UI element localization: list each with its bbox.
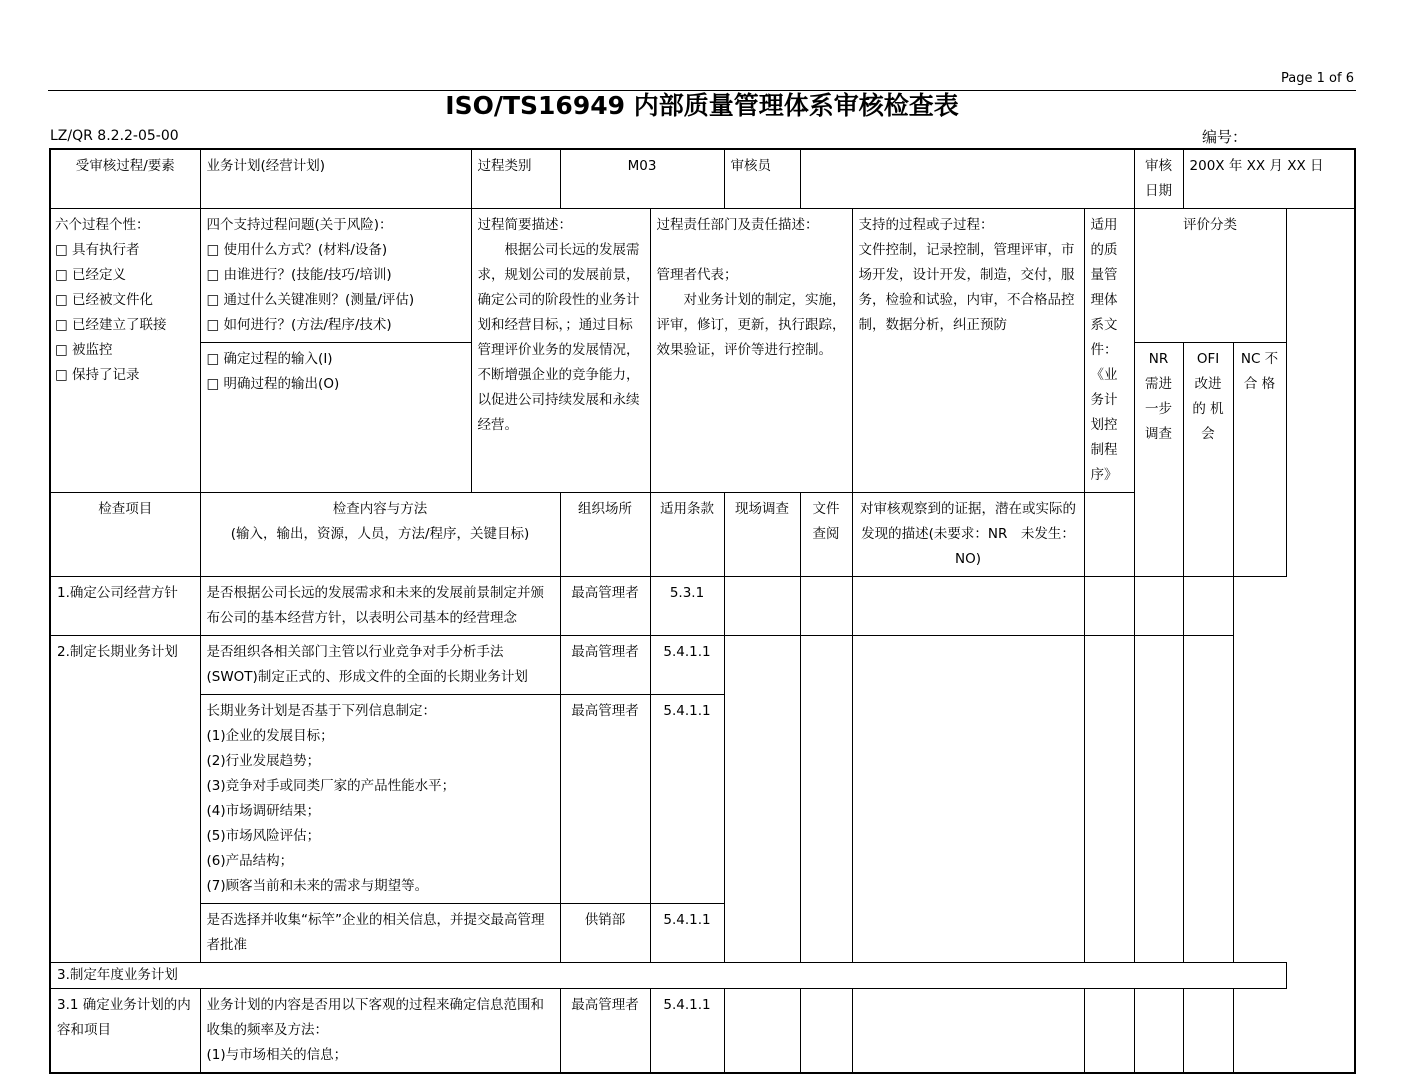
org-cell: 供销部 (560, 904, 650, 963)
evidence-cell[interactable] (852, 577, 1084, 636)
item-cell: 3.1 确定业务计划的内容和项目 (50, 989, 200, 1074)
brief-text: 根据公司长远的发展需求，规划公司的发展前景，确定公司的阶段性的业务计划和经营目标，；通过目标管理评价业务的发展情况，不断增强企业的竞争能力，以促进公司持续发展和永续经营。 (477, 242, 640, 433)
nr-cell[interactable] (1084, 577, 1134, 636)
content-cell (200, 695, 560, 904)
support-text: 文件控制，记录控制，管理评审，市场开发，设计开发，制造，交付，服务，检验和试验，内审，不合格品控制，数据分析，纠正预防 (858, 242, 1075, 333)
ofi-header: OFI 改进 的 机会 (1183, 343, 1233, 577)
col-content-sub: (输入，输出，资源，人员，方法/程序，关键目标) (230, 526, 530, 542)
audited-process-value: 业务计划(经营计划) (200, 149, 471, 209)
nc-cell[interactable] (1183, 577, 1233, 636)
content-line: 业务计划的内容是否用以下客观的过程来确定信息范围和收集的频率及方法： (206, 997, 544, 1038)
process-type-value: M03 (560, 149, 724, 209)
content-line: (1)与市场相关的信息； (206, 1047, 348, 1063)
checkbox-item[interactable]: □ 如何进行？(方法/程序/技术) (206, 317, 392, 333)
checkbox-item[interactable]: □ 使用什么方式？(材料/设备) (206, 242, 388, 258)
checkbox-item[interactable]: □ 具有执行者 (55, 242, 140, 258)
responsible-dept (650, 209, 852, 493)
col-item: 检查项目 (50, 493, 200, 577)
section-row (50, 963, 1355, 989)
page-number: Page 1 of 6 (1281, 71, 1354, 86)
content-cell: 是否组织各相关部门主管以行业竞争对手分析手法(SWOT)制定正式的、形成文件的全面的长期业务计划 (200, 636, 560, 695)
four-support-questions (200, 209, 471, 343)
item-cell: 2.制定长期业务计划 (50, 636, 200, 963)
org-cell: 最高管理者 (560, 577, 650, 636)
brief-title: 过程简要描述： (477, 217, 572, 233)
six-title: 六个过程个性： (55, 217, 150, 233)
nc-cell[interactable] (1183, 636, 1233, 963)
dept-rep: 管理者代表； (656, 267, 738, 283)
site-cell[interactable] (724, 636, 800, 963)
clause-cell: 5.4.1.1 (650, 636, 724, 695)
nr-cell[interactable] (1084, 989, 1134, 1074)
section-title: 3.制定年度业务计划 (50, 963, 1286, 989)
table-row (50, 989, 1355, 1074)
evidence-cell[interactable] (852, 989, 1084, 1074)
auditor-value (800, 149, 1134, 209)
nc-cell[interactable] (1183, 989, 1233, 1074)
nr-header: NR 需进 一步 调查 (1134, 343, 1183, 577)
audit-checklist-table (49, 148, 1356, 1074)
audited-process-label: 受审核过程/要素 (50, 149, 200, 209)
checkbox-item[interactable]: □ 确定过程的输入(I) (206, 351, 333, 367)
content-line: (4)市场调研结果； (206, 803, 321, 819)
header-row (50, 149, 1355, 209)
content-cell: 是否选择并收集“标竿”企业的相关信息，并提交最高管理者批准 (200, 904, 560, 963)
support-title: 支持的过程或子过程： (858, 217, 994, 233)
doc-cell[interactable] (800, 636, 852, 963)
io-items (200, 343, 471, 493)
clause-cell: 5.4.1.1 (650, 695, 724, 904)
page-title: ISO/TS16949 内部质量管理体系审核检查表 (445, 91, 959, 120)
qms-title: 适用的质量管理体系文件： (1090, 217, 1118, 358)
clause-cell: 5.4.1.1 (650, 904, 724, 963)
dept-title: 过程责任部门及责任描述： (656, 217, 819, 233)
audit-date-label: 审核日期 (1134, 149, 1183, 209)
auditor-label: 审核员 (724, 149, 800, 209)
col-site: 现场调查 (724, 493, 800, 577)
org-cell: 最高管理者 (560, 695, 650, 904)
checkbox-item[interactable]: □ 通过什么关键准则？(测量/评估) (206, 292, 415, 308)
document-number: LZ/QR 8.2.2-05-00 (50, 128, 179, 144)
info-row-top (50, 209, 1355, 343)
process-type-label: 过程类别 (471, 149, 560, 209)
four-title: 四个支持过程问题(关于风险)： (206, 217, 393, 233)
content-line: (2)行业发展趋势； (206, 753, 321, 769)
checkbox-item[interactable]: □ 被监控 (55, 342, 113, 358)
table-row (50, 577, 1355, 636)
qms-documents (1084, 209, 1134, 493)
clause-cell: 5.4.1.1 (650, 989, 724, 1074)
nr-cell[interactable] (1084, 636, 1134, 963)
content-line: (3)竞争对手或同类厂家的产品性能水平； (206, 778, 456, 794)
serial-number-label: 编号： (1202, 128, 1248, 146)
col-content-title: 检查内容与方法 (332, 501, 428, 517)
audit-date-value: 200X 年 XX 月 XX 日 (1183, 149, 1355, 209)
item-cell: 1.确定公司经营方针 (50, 577, 200, 636)
qms-text: 《业务计划控制程序》 (1090, 367, 1118, 483)
dept-text: 对业务计划的制定，实施，评审，修订，更新，执行跟踪，效果验证，评价等进行控制。 (656, 292, 846, 358)
checkbox-item[interactable]: □ 保持了记录 (55, 367, 140, 383)
col-clause: 适用条款 (650, 493, 724, 577)
content-line: 长期业务计划是否基于下列信息制定： (206, 703, 436, 719)
content-line: (5)市场风险评估； (206, 828, 321, 844)
org-cell: 最高管理者 (560, 989, 650, 1074)
col-doc: 文件查阅 (800, 493, 852, 577)
site-cell[interactable] (724, 577, 800, 636)
checkbox-item[interactable]: □ 由谁进行？(技能/技巧/培训) (206, 267, 392, 283)
ofi-cell[interactable] (1134, 577, 1183, 636)
six-characteristics (50, 209, 200, 493)
checkbox-item[interactable]: □ 已经建立了联接 (55, 317, 167, 333)
doc-cell[interactable] (800, 989, 852, 1074)
table-row (50, 636, 1355, 695)
clause-cell: 5.3.1 (650, 577, 724, 636)
checkbox-item[interactable]: □ 已经被文件化 (55, 292, 154, 308)
col-evidence: 对审核观察到的证据，潜在或实际的发现的描述(未要求：NR 未发生：NO) (852, 493, 1084, 577)
site-cell[interactable] (724, 989, 800, 1074)
col-org: 组织场所 (560, 493, 650, 577)
content-cell: 是否根据公司长远的发展需求和未来的发展前景制定并颁布公司的基本经营方针，以表明公司基本的经营理念 (200, 577, 560, 636)
org-cell: 最高管理者 (560, 636, 650, 695)
evidence-cell[interactable] (852, 636, 1084, 963)
doc-cell[interactable] (800, 577, 852, 636)
process-brief (471, 209, 650, 493)
support-processes (852, 209, 1084, 493)
checkbox-item[interactable]: □ 已经定义 (55, 267, 127, 283)
content-line: (1)企业的发展目标； (206, 728, 334, 744)
content-line: (7)顾客当前和未来的需求与期望等。 (206, 878, 429, 894)
ofi-cell[interactable] (1134, 989, 1183, 1074)
ofi-cell[interactable] (1134, 636, 1183, 963)
content-cell (200, 989, 560, 1074)
evaluation-category: 评价分类 (1134, 209, 1286, 343)
nc-header: NC 不 合 格 (1233, 343, 1286, 577)
checkbox-item[interactable]: □ 明确过程的输出(O) (206, 376, 340, 392)
col-content (200, 493, 560, 577)
content-line: (6)产品结构； (206, 853, 294, 869)
